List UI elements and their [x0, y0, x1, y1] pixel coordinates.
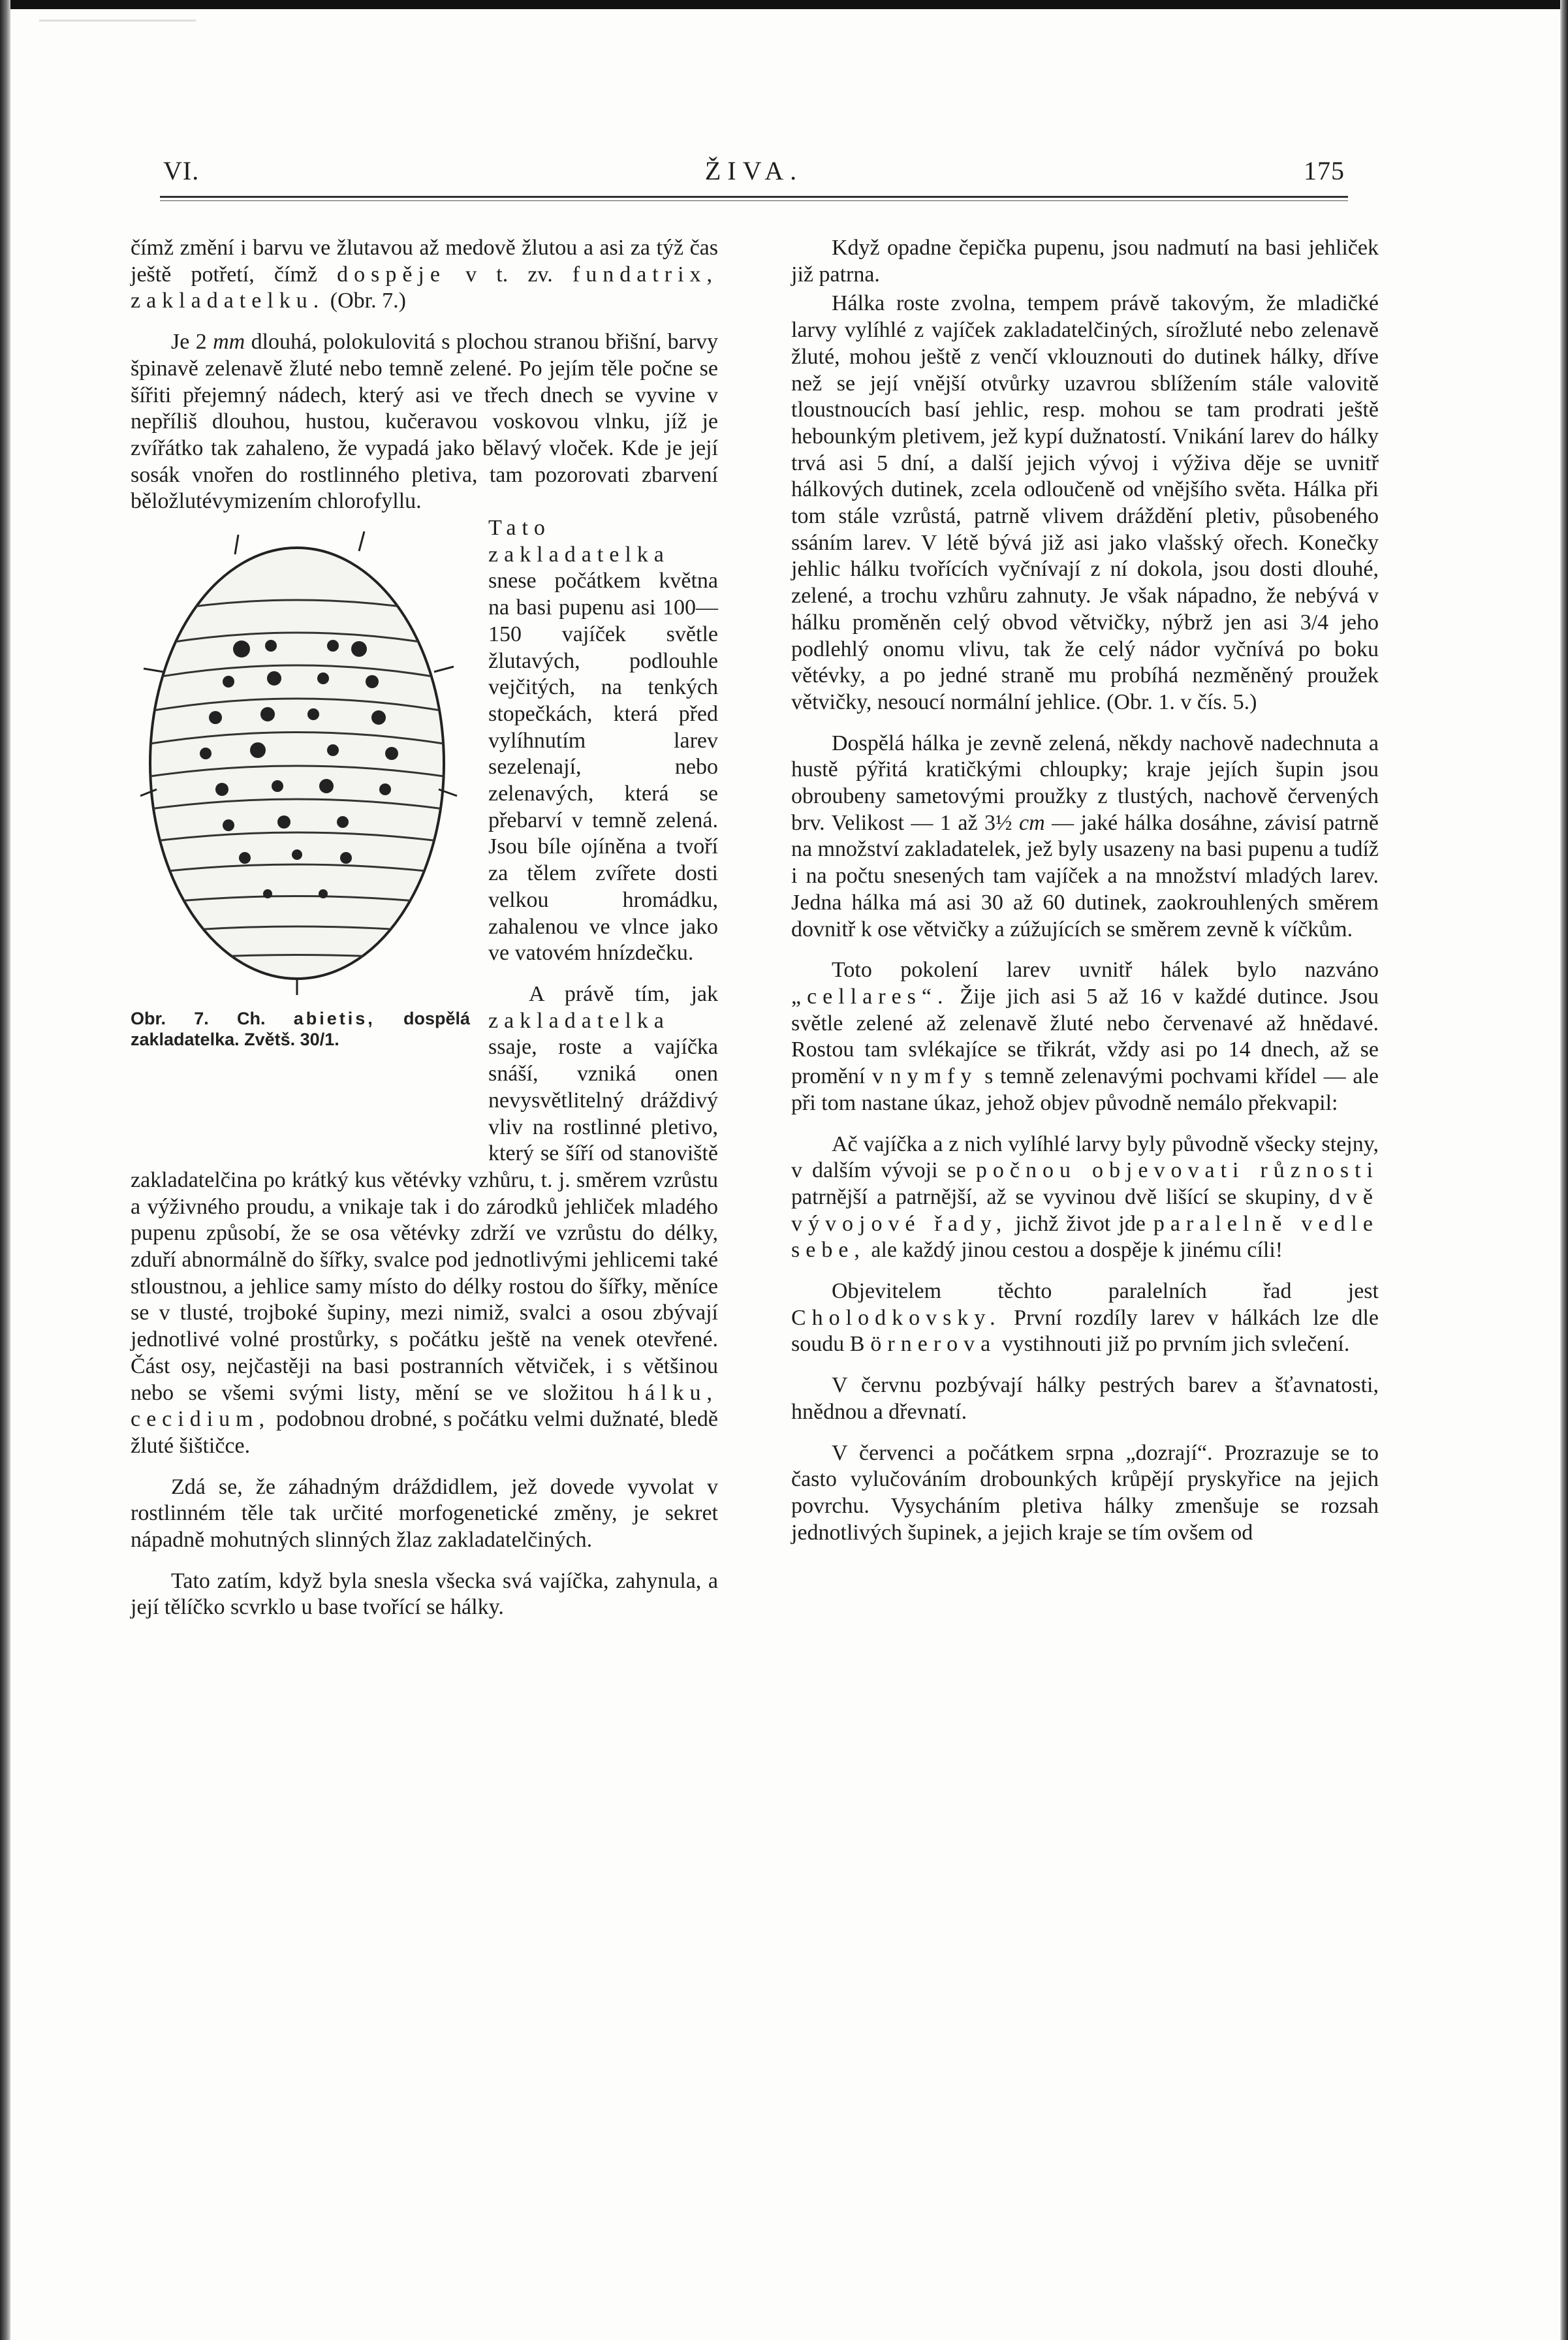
header-rule-thin: [160, 200, 1348, 201]
spaced-term: hálku, cecidium,: [131, 1380, 719, 1432]
paragraph: [131, 329, 718, 515]
text: Je 2: [171, 330, 207, 355]
text: Ač vajíčka a z nich vylíhlé larvy byly původně všecky stejny, v dalším vývoji se: [791, 1131, 1379, 1183]
text: ssaje, roste a vajíčka snáší, vzniká onen nevysvětlitelný dráždivý vliv na rostlinné pletivo, který se šíří od stanoviště zakladatelčina po krátký kus větévky vzhůru, t. j. směrem vzrůstu a výživného proudu, a vnikaje tak i do zárodků jehliček mladého pupenu způsobí, že se osa větévky zdrží ve vzrůstu do délky, zduří abnormálně do šířky, svalce pod jednotlivými jehlicemi také stloustnou, a jehlice samy místo do délky rostou do šířky, měníce se v tlusté, trojboké šupiny, mezi nimiž, svalci a osou zbývají jednotlivé volné prostůrky, s počátku ještě na venek otevřené. Část osy, nejčastěji na basi postranních větviček, i s většinou nebo se všemi svými listy, mění se ve složitou: [131, 1035, 718, 1405]
scan-smudge: [39, 20, 196, 61]
text: A právě tím, jak: [529, 981, 718, 1006]
paragraph: V červenci a počátkem srpna „dozrají“. Prozrazuje se to často vylučováním drobounkých krůpějí pryskyřice na jejich povrchu. Vysycháním pletiva hálky zmenšuje se rozsah jednotlivých šupinek, a jejich kraje se tím ovšem od: [791, 1440, 1379, 1545]
text: jeho podlehlý onomu vlivu, tak že celý nádor vyčnívá po boku větévky, a po jedné straně mu probíhá nezměněný proužek větvičky, nesoucí normální jehlice. (Obr. 1. v čís. 5.): [791, 610, 1379, 714]
spaced-term: dospěje: [337, 262, 446, 287]
paragraph: [131, 235, 718, 315]
text: Objevitelem těchto paralelních řad jest: [832, 1279, 1379, 1304]
paragraph: [791, 291, 1379, 716]
scan-border-right: [1560, 0, 1568, 2340]
running-header: [163, 155, 1345, 195]
caption-text: dospělá zakladatelka. Zvětš.: [131, 1009, 470, 1050]
page-number: 175: [1304, 156, 1345, 185]
paragraph: [791, 1278, 1379, 1358]
text: v t. zv.: [465, 262, 553, 287]
text: dlouhá, polokulovitá s plochou stranou břišní, barvy špinavě zelenavě žluté nebo temně zelené. Po jejím těle počne se šířiti přejemný nádech, který asi ve třech dnech se vyvine v nepříliš dlouhou, hustou, kučeravou voskovou vlnku, jíž je zvířátko tak zahaleno, že vypadá jako bělavý vloček. Kde je její sosák vnořen do rostlinného pletiva, tam pozorovati zbarvení běložlutévymizením chlorofyllu.: [131, 330, 719, 514]
spaced-term: Börnerova: [849, 1332, 997, 1357]
header-rule: [160, 196, 1348, 198]
right-column: [791, 235, 1379, 1560]
paragraph: [791, 731, 1379, 943]
text: ale každý jinou cestou a dospěje k jinému cíli!: [871, 1238, 1283, 1263]
spaced-term: počnou objevovati různosti: [975, 1158, 1379, 1183]
spaced-term: dvě vývojové řady,: [791, 1184, 1379, 1236]
text: Toto pokolení larev uvnitř hálek bylo nazváno: [832, 958, 1379, 983]
spaced-term: paralelně vedle sebe,: [791, 1211, 1379, 1263]
spaced-term: „cellares“.: [791, 984, 949, 1009]
text: Dospělá hálka je zevně zelená, někdy nachově nadechnuta a hustě pýřitá kratičkými chloupky; kraje jejích šupin jsou obroubeny sametovými proužky z tlustých, nachově červených brv. Velikost — 1 až 3½: [791, 731, 1379, 835]
text: Hálka roste zvolna, tempem právě takovým, že mladičké larvy vylíhlé z vajíček zakladatelčiných, sírožluté nebo zelenavě žluté, mohou ještě z venčí vklouznouti do dutinek hálky, dříve než se její vnější otvůrky uzavrou sblížením stále valovitě tloustnoucích basí jehlic, resp. mohou se tam prodrati ještě hebounkým pletivem, jež kypí dužnatostí. Vnikání larev do hálky trvá asi 5 dní, a další jejich vývoj i výživa děje se uvnitř hálkových dutinek, zcela odloučeně od vnějšího světa. Hálka při tom stále vzrůstá, patrně vlivem dráždění pletiv, působeného ssáním larev. V létě bývá již asi jako vlašský ořech. Konečky jehlic hálku tvořících vyčnívají z ní dokola, jsou dosti dlouhé, zelené, a trochu vzhůru zahnuty. Je však nápadno, že nebývá v hálku proměněn celý obvod větvičky, nýbrž jen asi: [791, 291, 1379, 635]
scan-border-top: [0, 0, 1568, 9]
volume-number: VI.: [163, 156, 200, 185]
spaced-term: fundatrix, zakladatelku.: [131, 262, 719, 313]
text: snese počátkem května na basi pupenu asi 100—150 vajíček světle žlutavých, podlouhle vejčitých, na tenkých stopečkách, která před vylíhnutím larev sezelenají, nebo zelenavých, která se přebarví v temně zelená. Jsou bíle ojíněna a tvoří za tělem zvířete dosti velkou hromádku, zahalenou ve vlnce jako ve vatovém hnízdečku.: [488, 569, 718, 966]
left-column: [131, 235, 718, 1636]
text: čímž změní i barvu ve žlutavou až medově žlutou a asi za týž čas ještě potřetí, čímž: [131, 236, 718, 287]
spaced-term: zakladatelka: [488, 1008, 670, 1033]
paragraph: V červnu pozbývají hálky pestrých barev a šťavnatosti, hnědnou a dřevnatí.: [791, 1373, 1379, 1424]
caption-text: Obr. 7. Ch.: [131, 1009, 266, 1029]
caption-species: abietis,: [293, 1009, 375, 1029]
paragraph: Tato zatím, když byla snesla všecka svá vajíčka, zahynula, a její tělíčko scvrklo u base tvořící se hálky.: [131, 1568, 718, 1620]
insect-illustration: [137, 515, 463, 998]
fraction: 3/4: [1300, 610, 1329, 635]
journal-title: ŽIVA.: [704, 156, 804, 185]
insect-body: [150, 548, 444, 979]
text: — jaké hálka dosáhne, závisí patrně na množství zakladatelek, jež byly usazeny na basi pupenu a tudíž i na počtu snesených tam vajíček a na množství mladých larev. Jedna hálka má asi 30 až 60 dutinek, zaokrouhlených směrem dovnitř k ose větvičky a zúžujících se směrem zevně k víčkům.: [791, 810, 1379, 941]
caption-magnification: 30/1.: [300, 1030, 339, 1050]
unit: cm: [1019, 810, 1045, 835]
unit: mm: [213, 330, 245, 355]
paragraph: [791, 957, 1379, 1116]
spaced-term: nymfy: [890, 1064, 978, 1089]
text: První rozdíly larev v hálkách lze dle soudu: [791, 1305, 1379, 1357]
figure-7: [131, 515, 477, 1142]
paragraph: Zdá se, že záhadným dráždidlem, jež dovede vyvolat v rostlinném těle tak určité morfogenetické změny, je sekret nápadně mohutných slinných žlaz zakladatelčiných.: [131, 1474, 718, 1553]
text: podobnou drobné, s počátku velmi dužnaté, bledě žluté šištičce.: [131, 1407, 718, 1458]
figure-caption: [131, 1008, 470, 1050]
text: patrnější a patrnější, až se vyvinou dvě lišící se skupiny,: [791, 1184, 1321, 1209]
spaced-term: Cholodkovsky.: [791, 1305, 1001, 1330]
spaced-term: Tato zakladatelka: [488, 516, 670, 567]
figure-reference: (Obr. 7.): [330, 289, 406, 313]
text: Žije jich asi 5 až 16 v každé dutince. Jsou světle zelené až zelenavě žluté nebo červenavé až hnědavé. Rostou tam svlékajíce se třikrát, vždy asi po 14 dnech, až se promění v: [791, 984, 1379, 1089]
paragraph: [791, 1131, 1379, 1265]
scan-border-left: [0, 0, 10, 2340]
text: jichž život jde: [1015, 1211, 1146, 1236]
text: s temně zelenavými pochvami křídel — ale při tom nastane úkaz, jehož objev původně nemálo překvapil:: [791, 1064, 1379, 1115]
paragraph: Když opadne čepička pupenu, jsou nadmutí na basi jehliček již patrna.: [791, 236, 1379, 287]
text: vystihnouti již po prvním jich svlečení.: [1001, 1332, 1350, 1357]
